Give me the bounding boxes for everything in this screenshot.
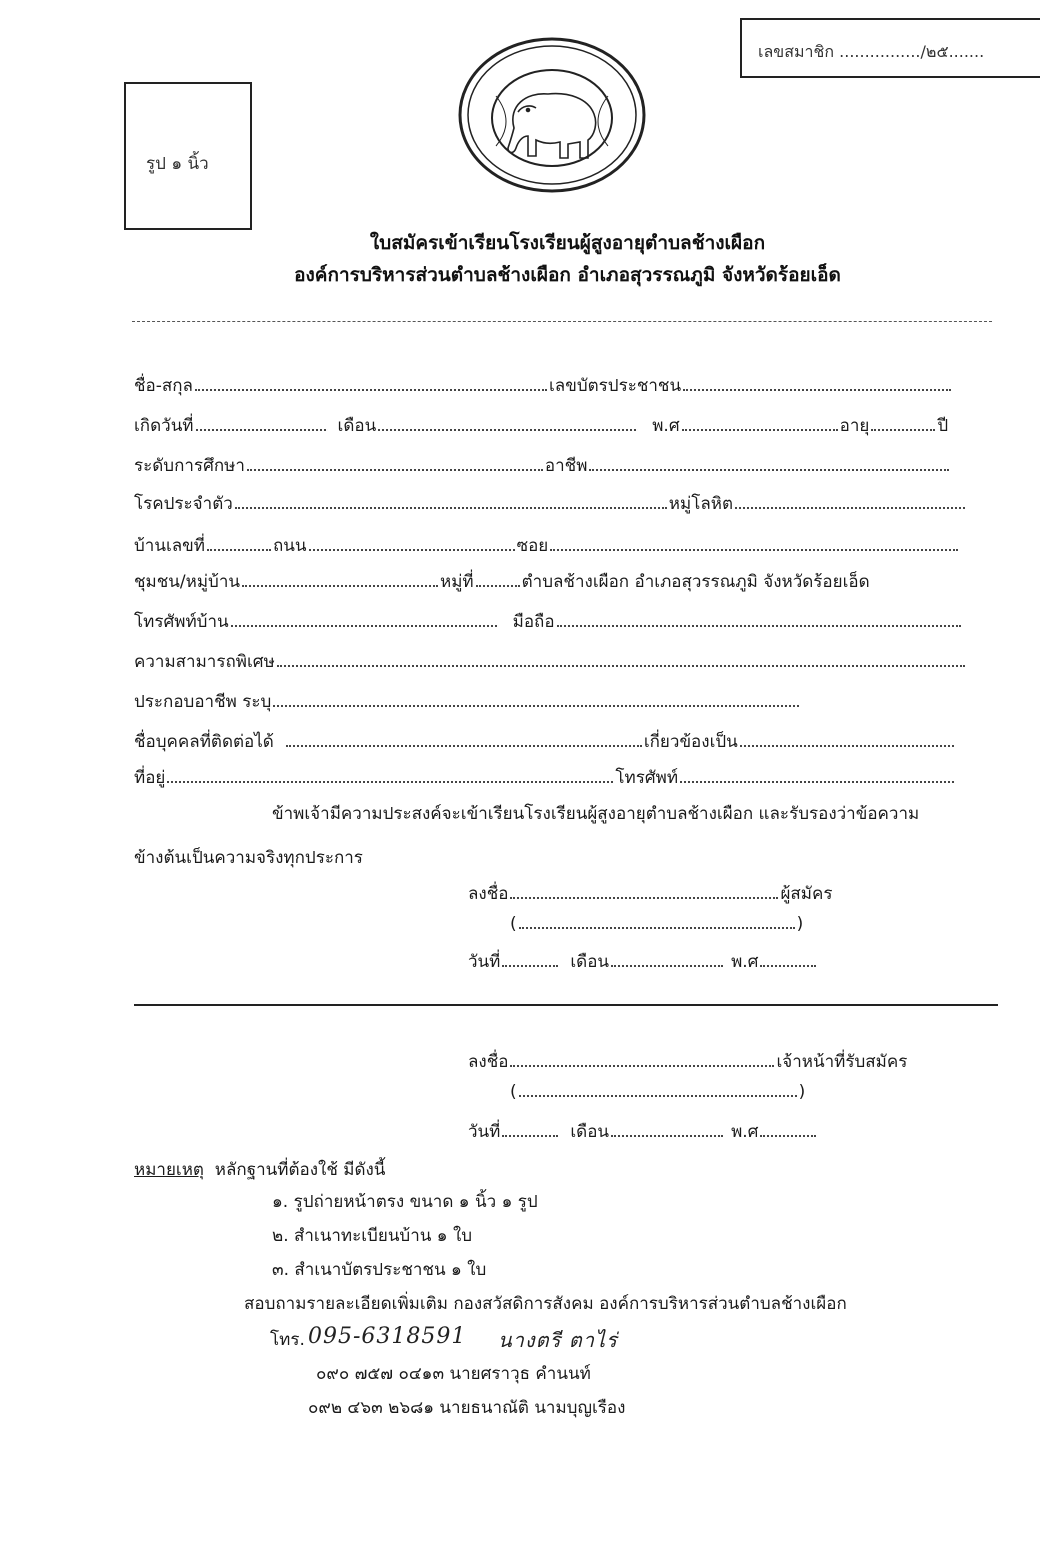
road-input[interactable] — [309, 537, 515, 551]
note-intro: หลักฐานที่ต้องใช้ มีดังนี้ — [214, 1160, 386, 1180]
home-phone-label: โทรศัพท์บ้าน — [134, 612, 229, 632]
note-header — [134, 1156, 385, 1183]
applicant-date-row — [468, 948, 818, 975]
applicant-name-row: ( ) — [510, 914, 804, 934]
house-no-input[interactable] — [207, 537, 271, 551]
applicant-month-label: เดือน — [570, 952, 610, 972]
applicant-day-label: วันที่ — [468, 952, 501, 972]
name-label: ชื่อ-สกุล — [134, 376, 193, 396]
id-card-input[interactable] — [683, 377, 951, 391]
handwritten-phone: 095-6318591 — [308, 1324, 467, 1349]
form-title: ใบสมัครเข้าเรียนโรงเรียนผู้สูงอายุตำบลช้างเผือก — [369, 232, 766, 254]
community-input[interactable] — [242, 573, 438, 587]
applicant-year-label: พ.ศ — [731, 952, 759, 972]
address-label: ที่อยู่ — [134, 768, 166, 788]
declaration-line-2: ข้างต้นเป็นความจริงทุกประการ — [134, 848, 363, 868]
road-label: ถนน — [273, 536, 307, 556]
house-no-label: บ้านเลขที่ — [134, 536, 206, 556]
member-number-box — [740, 18, 1040, 78]
disease-label: โรคประจำตัว — [134, 494, 233, 514]
birth-month-input[interactable] — [378, 417, 636, 431]
birth-year-label: พ.ศ — [652, 416, 680, 436]
name-input[interactable] — [195, 377, 547, 391]
address-input[interactable] — [167, 769, 613, 783]
home-phone-input[interactable] — [231, 613, 497, 627]
birth-day-label: เกิดวันที่ — [134, 416, 194, 436]
photo-box-label: รูป ๑ นิ้ว — [146, 154, 209, 174]
applicant-sign-label: ลงชื่อ — [468, 884, 509, 904]
disease-input[interactable] — [235, 495, 667, 509]
officer-sign-label: ลงชื่อ — [468, 1052, 509, 1072]
contact-person-label: ชื่อบุคคลที่ติดต่อได้ — [134, 732, 274, 752]
member-number-label: เลขสมาชิก ................/๒๕....... — [758, 42, 985, 61]
organization-seal-icon — [456, 36, 648, 194]
applicant-name-input[interactable] — [519, 915, 795, 929]
moo-input[interactable] — [476, 573, 520, 587]
community-label: ชุมชน/หมู่บ้าน — [134, 572, 241, 592]
occupation-input[interactable] — [589, 457, 949, 471]
relation-input[interactable] — [740, 733, 954, 747]
officer-name-row: ( ) — [510, 1082, 806, 1102]
occupation-label: อาชีพ — [544, 456, 588, 476]
phone-prefix: โทร. — [270, 1330, 305, 1350]
special-skill-input[interactable] — [277, 653, 965, 667]
education-input[interactable] — [247, 457, 543, 471]
contact-person-input[interactable] — [286, 733, 642, 747]
mobile-label: มือถือ — [512, 612, 555, 632]
soi-input[interactable] — [550, 537, 958, 551]
form-subtitle: องค์การบริหารส่วนตำบลช้างเผือก อำเภอสุวรรณภูมิ จังหวัดร้อยเอ็ด — [294, 264, 841, 286]
mobile-input[interactable] — [557, 613, 961, 627]
applicant-sign-row — [468, 880, 833, 907]
special-skill-label: ความสามารถพิเศษ — [134, 652, 275, 672]
education-label: ระดับการศึกษา — [134, 456, 245, 476]
contact-line-2: ๐๙๐ ๗๕๗ ๐๔๑๓ นายศราวุธ คำนนท์ — [316, 1364, 591, 1384]
field-row-career — [134, 688, 801, 715]
phone-label: โทรศัพท์ — [615, 768, 679, 788]
field-row-phone — [134, 608, 963, 635]
officer-sign-input[interactable] — [510, 1053, 774, 1067]
soi-label: ซอย — [516, 536, 549, 556]
applicant-role: ผู้สมัคร — [780, 884, 833, 904]
officer-day-label: วันที่ — [468, 1122, 501, 1142]
note-item: ๒. สำเนาทะเบียนบ้าน ๑ ใบ — [272, 1226, 473, 1246]
inquiry-text: สอบถามรายละเอียดเพิ่มเติม กองสวัสดิการสังคม องค์การบริหารส่วนตำบลช้างเผือก — [244, 1294, 847, 1314]
field-row-community — [134, 568, 870, 595]
birth-month-label: เดือน — [337, 416, 377, 436]
applicant-month-input[interactable] — [611, 953, 723, 967]
career-label: ประกอบอาชีพ ระบุ — [134, 692, 272, 712]
relation-label: เกี่ยวข้องเป็น — [643, 732, 738, 752]
birth-year-input[interactable] — [682, 417, 838, 431]
field-row-education — [134, 452, 951, 479]
officer-year-input[interactable] — [760, 1123, 816, 1137]
handwritten-name: นางตรี ตาไร่ — [498, 1328, 618, 1352]
field-row-skill — [134, 648, 967, 675]
photo-box — [124, 82, 252, 230]
phone-input[interactable] — [680, 769, 954, 783]
field-row-disease — [134, 490, 967, 517]
officer-date-row — [468, 1118, 818, 1145]
note-item: ๓. สำเนาบัตรประชาชน ๑ ใบ — [272, 1260, 487, 1280]
applicant-day-input[interactable] — [502, 953, 558, 967]
officer-name-input[interactable] — [519, 1083, 797, 1097]
id-card-label: เลขบัตรประชาชน — [548, 376, 682, 396]
field-row-address — [134, 764, 956, 791]
field-row-house — [134, 532, 960, 559]
fixed-address: ตำบลช้างเผือก อำเภอสุวรรณภูมิ จังหวัดร้อยเอ็ด — [521, 572, 870, 592]
field-row-name — [134, 372, 953, 399]
note-item: ๑. รูปถ่ายหน้าตรง ขนาด ๑ นิ้ว ๑ รูป — [272, 1192, 538, 1212]
blood-label: หมู่โลหิต — [668, 494, 733, 514]
birth-day-input[interactable] — [196, 417, 326, 431]
moo-label: หมู่ที่ — [440, 572, 474, 592]
age-label: อายุ — [839, 416, 870, 436]
contact-line-3: ๐๙๒ ๔๖๓ ๒๖๘๑ นายธนาณัติ นามบุญเรือง — [308, 1398, 626, 1418]
officer-sign-row — [468, 1048, 907, 1075]
officer-month-label: เดือน — [570, 1122, 610, 1142]
header-divider — [132, 321, 992, 322]
field-row-contact — [134, 728, 956, 755]
officer-year-label: พ.ศ — [731, 1122, 759, 1142]
career-input[interactable] — [273, 693, 799, 707]
note-heading: หมายเหตุ — [134, 1160, 204, 1180]
age-input[interactable] — [871, 417, 935, 431]
applicant-year-input[interactable] — [760, 953, 816, 967]
officer-role: เจ้าหน้าที่รับสมัคร — [776, 1052, 908, 1072]
declaration-line-1: ข้าพเจ้ามีความประสงค์จะเข้าเรียนโรงเรียนผู้สูงอายุตำบลช้างเผือก และรับรองว่าข้อความ — [272, 804, 920, 824]
age-unit-label: ปี — [937, 416, 949, 436]
blood-input[interactable] — [735, 495, 965, 509]
officer-day-input[interactable] — [502, 1123, 558, 1137]
officer-month-input[interactable] — [611, 1123, 723, 1137]
section-divider — [134, 1004, 998, 1006]
applicant-sign-input[interactable] — [510, 885, 778, 899]
field-row-birth — [134, 412, 948, 439]
